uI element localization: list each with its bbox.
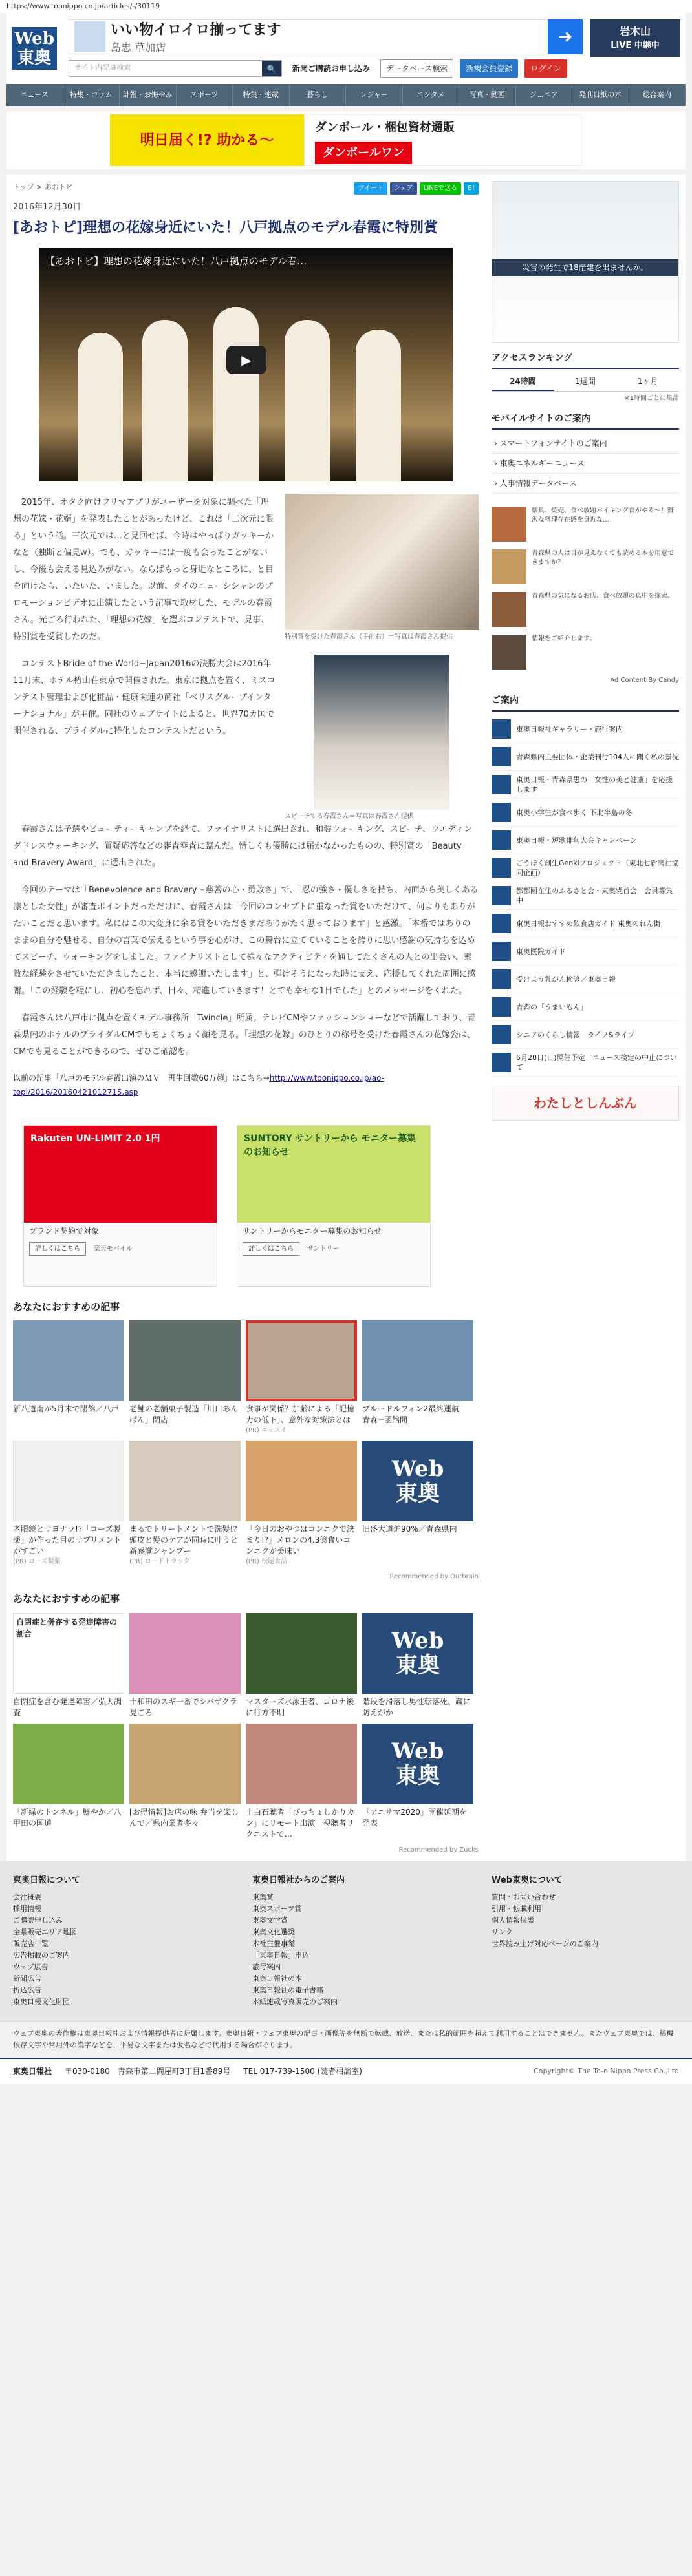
search-input[interactable]: サイト内記事検索 xyxy=(74,63,131,72)
ad-title: いい物イロイロ揃ってます xyxy=(111,21,281,37)
company-address: 〒030-0180 青森市第二問屋町3丁目1番89号 xyxy=(65,2067,231,2076)
recommend-card[interactable] xyxy=(362,1613,473,1718)
card-source: (PR) ニッスイ xyxy=(246,1427,287,1434)
article-paragraph: 春霞さんは予選やビューティーキャンプを経て、ファイナリストに選出され、和装ウォーキング、スピーチ、ウエディングドレスウォーキング、質疑応答などの審査審査に臨んだ。惜しくも優勝には届かなかったものの、特別賞の「Beauty and Bravery Award」に選出された。 xyxy=(13,824,473,868)
sponsored-text: 情報をご紹介します。 xyxy=(532,635,596,642)
related-link-text: 以前の記事「八戸のモデル春霞出演のＭＶ 再生回数60万超」はこちら→ xyxy=(13,1073,270,1082)
share-buttons xyxy=(354,182,479,195)
footer-heading: 東奥日報社からのご案内 xyxy=(252,1875,345,1885)
card-title: 「新緑のトンネル」鮮やか／八甲田の国道 xyxy=(13,1807,122,1828)
footer-link[interactable]: 広告掲載のご案内 xyxy=(13,1951,70,1959)
recommend-card[interactable] xyxy=(246,1441,357,1567)
photo-caption: スピーチする春霞さん＝写真は春霞さん提供 xyxy=(285,812,414,820)
nav-item[interactable]: 総合案内 xyxy=(629,84,686,106)
ad-card-button[interactable]: 詳しくはこちら xyxy=(29,1242,86,1256)
recommend-card[interactable] xyxy=(362,1320,473,1435)
footer-link[interactable]: 「東奥日報」申込 xyxy=(252,1951,309,1959)
guide-list xyxy=(492,715,679,1077)
article-date: 2016年12月30日 xyxy=(13,202,81,212)
site-logo-tile: Web 東奥 xyxy=(362,1613,473,1694)
top-ad-left: 明日届く!? 助かる〜 xyxy=(110,114,304,166)
recommend-card[interactable] xyxy=(362,1441,473,1567)
recommend-card[interactable] xyxy=(129,1441,241,1567)
search-icon[interactable]: 🔍 xyxy=(262,61,281,76)
guide-thumb-icon xyxy=(492,942,511,961)
recommend-grid xyxy=(13,1613,479,1840)
nav-item[interactable]: 計報・お悔やみ xyxy=(120,84,177,106)
ad-subtitle: 島忠 草加店 xyxy=(111,41,166,54)
mobile-link[interactable]: › 東奥エネルギーニュース xyxy=(492,454,679,474)
recommend-card[interactable] xyxy=(13,1441,124,1567)
sponsored-item[interactable] xyxy=(492,545,679,588)
login-button[interactable]: ログイン xyxy=(524,59,567,78)
nav-item[interactable]: 特集・コラム xyxy=(63,84,120,106)
footer-link[interactable]: 東奥文化選奨 xyxy=(252,1928,295,1936)
guide-item-label: 東奥日報おすすめ飲食店ガイド 東奥のれん街 xyxy=(516,919,661,928)
guide-thumb-icon xyxy=(492,830,511,850)
footer-link[interactable]: 販売店一覧 xyxy=(13,1939,49,1948)
site-logo-tile: Web 東奥 xyxy=(362,1441,473,1521)
recommend-heading: あなたにおすすめの記事 xyxy=(13,1300,120,1313)
guide-item-label: 6月28日(日)開催予定 ニュース検定の中止について xyxy=(516,1053,677,1072)
copyright-notice: ウェブ東奥の著作権は東奥日報社および情報提供者に帰属します。東奥日報・ウェブ東奥の記事・画像等を無断で転載、放送、または私的範囲を超えて利用することはできません。またウェブ東奥では、稀機依存文字や常用外の漢字などを、平易な文字または仮名などで代用する場合があります。 xyxy=(0,2021,692,2058)
recommend-heading: あなたにおすすめの記事 xyxy=(13,1593,120,1605)
nav-item[interactable]: レジャー xyxy=(346,84,403,106)
site-header xyxy=(6,13,686,84)
footer-heading: 東奥日報について xyxy=(13,1875,80,1885)
footer-bar xyxy=(0,2058,692,2084)
sponsored-item[interactable] xyxy=(492,588,679,631)
site-logo[interactable]: Web 東奥 xyxy=(12,27,57,70)
nav-item[interactable]: 写真・動画 xyxy=(459,84,516,106)
live-label: LIVE 中継中 xyxy=(611,41,660,51)
recommend-credit[interactable]: Recommended by Zucks xyxy=(398,1846,479,1853)
card-title: マスターズ水泳王者、コロナ後に行方不明 xyxy=(246,1696,354,1717)
guide-thumb-icon xyxy=(492,914,511,933)
footer-link[interactable]: 世界読み上げ対応ページのご案内 xyxy=(492,1939,598,1948)
ad-card[interactable] xyxy=(237,1125,431,1287)
tab-1week[interactable]: 1週間 xyxy=(575,377,596,386)
card-title: 「今日のおやつはコンニクで決まり!?」メロンの4.3億食いコンニクが美味い xyxy=(246,1525,355,1556)
footer-link[interactable]: 東奥スポーツ賞 xyxy=(252,1905,302,1913)
line-share-button[interactable]: LINEで送る xyxy=(420,182,461,195)
guide-thumb-icon xyxy=(492,858,511,878)
article-paragraph: コンテストBride of the World−Japan2016の決勝大会は2016年11月末、ホテル椿山荘東京で開催された。東京に拠点を置く、ミスコンテスト管理および化粧品・健康関連の商社「ベリスグループインターナショナル」が主催。同社のウェブサイトによると、世界70カ国で開催される、ブライダルに特化したコンテストだという。 xyxy=(13,659,276,736)
article-column xyxy=(13,181,479,1861)
guide-item-label: 東奥医院ガイド xyxy=(516,947,566,956)
guide-item-label: 東奥小学生が食べ歩く 下北半島の冬 xyxy=(516,808,633,817)
footer-link[interactable]: 東奥日報社の電子書籍 xyxy=(252,1986,323,1994)
card-title: 「アニサマ2020」開催延期を発表 xyxy=(362,1807,467,1828)
footer-link[interactable]: リンク xyxy=(492,1928,513,1936)
tweet-button[interactable]: ツイート xyxy=(354,182,387,195)
recommend-card[interactable] xyxy=(13,1320,124,1435)
site-logo-tile: Web 東奥 xyxy=(362,1724,473,1804)
database-button[interactable]: データベース検索 xyxy=(380,59,453,78)
footer-link[interactable]: 東奥文学賞 xyxy=(252,1916,288,1925)
footer-link[interactable]: 東奥日報文化財団 xyxy=(13,1998,70,2006)
guide-item[interactable] xyxy=(492,715,679,743)
subscribe-link[interactable]: 新聞ご購読お申し込み xyxy=(292,64,371,73)
footer-link[interactable]: ご購読申し込み xyxy=(13,1916,63,1925)
tab-24h[interactable]: 24時間 xyxy=(492,373,554,391)
nav-item[interactable]: 特集・連載 xyxy=(233,84,290,106)
ranking-note: ※1時間ごとに集計 xyxy=(624,395,679,402)
related-link-url[interactable]: http://www.toonippo.co.jp/ao-topi/2016/20160421012715.asp xyxy=(13,1073,384,1097)
live-banner[interactable] xyxy=(590,19,680,57)
guide-thumb-icon xyxy=(492,886,511,905)
article-paragraph: 春霞さんは八戸市に拠点を置くモデル事務所「Twincle」所属。テレビCMやファッションショーなどで活躍しており、青森県内のホテルのブライダルCMでもちょくちょく顔を見る。「理想の花嫁」のひとりの称号を受けた春霞さんの花嫁姿は、CMでも見ることができるので、ぜひご確認を。 xyxy=(13,1013,476,1057)
footer-link[interactable]: 個人情報保護 xyxy=(492,1916,534,1925)
video-player[interactable] xyxy=(39,248,453,481)
ad-card-image: SUNTORY サントリーから モニター募集のお知らせ xyxy=(237,1126,430,1223)
footer-link[interactable]: 新聞広告 xyxy=(13,1974,41,1983)
guide-item[interactable] xyxy=(492,966,679,993)
recommend-card[interactable] xyxy=(129,1613,241,1718)
sponsored-text: 青森県の人は目が見えなくても読める本を用意できますか？ xyxy=(532,550,674,566)
newspaper-banner-text: わたしとしんぶん xyxy=(534,1095,637,1111)
guide-item[interactable] xyxy=(492,854,679,882)
photo-caption: 特別賞を受けた春霞さん（手前右）＝写真は春霞さん提供 xyxy=(285,633,453,640)
guide-item[interactable] xyxy=(492,938,679,966)
header-ad[interactable] xyxy=(69,19,583,54)
footer-link[interactable]: 折込広告 xyxy=(13,1986,41,1994)
url-text: https://www.toonippo.co.jp/articles/-/30119 xyxy=(6,2,160,10)
mobile-link-label: 東奥エネルギーニュース xyxy=(499,459,585,468)
ad-card-source: サントリー xyxy=(307,1245,340,1252)
recommend-card[interactable] xyxy=(129,1724,241,1840)
top-ad-brand: ダンボールワン xyxy=(315,142,412,164)
mobile-link[interactable]: › 人事情報データベース xyxy=(492,474,679,494)
company-name: 東奥日報社 xyxy=(13,2067,52,2076)
nav-item[interactable]: 暮らし xyxy=(290,84,347,106)
nav-item[interactable]: 発刊日紙の本 xyxy=(572,84,629,106)
ad-credit[interactable]: Ad Content By Candy xyxy=(610,677,679,684)
recommend-card[interactable] xyxy=(246,1724,357,1840)
recommend-card[interactable] xyxy=(13,1724,124,1840)
breadcrumb[interactable]: トップ > あおトピ xyxy=(13,183,73,191)
guide-thumb-icon xyxy=(492,997,511,1017)
play-icon[interactable]: ▶ xyxy=(226,346,266,374)
article-paragraph: 2015年、オタク向けフリマアプリがユーザーを対象に調べた「理想の花嫁・花婿」を発表したことがあったけど、これは「二次元に限る」という話。三次元では…と見回せば、今時はやっぱりガッキーかなと（独断と偏見w）。でも、ガッキーには一度も会ったことがないし、今後も会える見込みがない。ならばもっと身近なところに、と目を向けたら、いたいた、いました。以前、タイのニューシシャンのプロモーションビデオに出演したという記事で取材した、モデルの春霞さん。光ごろ行われた、「理想の花嫁」を選ぶコンテストで、見事、特別賞を受賞したのだ。 xyxy=(13,497,274,642)
recommend-credit[interactable]: Recommended by Outbrain xyxy=(389,1573,479,1580)
top-ad-right xyxy=(304,114,582,166)
register-button[interactable]: 新規会員登録 xyxy=(460,59,518,78)
card-image-text: 自閉症と併存する発達障害の割合 xyxy=(13,1613,124,1694)
footer-heading: Web東奥について xyxy=(492,1875,563,1885)
guide-item-label: 青森県内主要団体・企業刊行104人に聞く私の景況 xyxy=(516,752,679,761)
article-paragraph: 今回のテーマは「Benevolence and Bravery〜慈善の心・勇敢さ」で、「忍の強さ・優しさを持ち、内面から美しくある凛とした女性」が審査ポイントだっただけに、春霞さんは「今回のコンセプトに重なった賞をいただけて、何よりもありがたいことだと思います。私にはこの大変身に余る賞をいただきまだありがたく思っております」と感激。「本番ではありのままの自分を魅せる、自分の言葉で伝えるという事を心がけ、この舞台に立てていることを誇りに思い感謝の気持ちを込めてスピーチ、ウォーキングをしました。ファイナリストとして様々なアクティビティを通してたくさんの人との出会い、素敵な経験をさせていただきましたこと、本当に感謝いたします」と、弾けそうになった時に支え、応援してくれた周囲に感謝。「この経験を糧にし、初心を忘れず、日々、精進していきます！とても幸せな1日でした」とのメッセージをくれた。 xyxy=(13,885,479,996)
guide-thumb-icon xyxy=(492,747,511,766)
search-box[interactable] xyxy=(69,60,282,77)
top-ad-title: ダンボール・梱包資材通販 xyxy=(315,121,455,134)
recommend-card[interactable] xyxy=(129,1320,241,1435)
nav-item[interactable]: エンタメ xyxy=(403,84,460,106)
footer-link[interactable]: 質問・お問い合わせ xyxy=(492,1893,556,1901)
main-nav xyxy=(6,84,686,106)
ad-card-source: 楽天モバイル xyxy=(93,1245,133,1252)
guide-item[interactable] xyxy=(492,993,679,1021)
card-source: (PR) ローズ製薬 xyxy=(13,1558,61,1565)
card-title: 十和田のスギ一番でシバザクラ見ごろ xyxy=(129,1696,237,1717)
guide-thumb-icon xyxy=(492,775,511,794)
mobile-link[interactable]: › スマートフォンサイトのご案内 xyxy=(492,434,679,454)
guide-item[interactable] xyxy=(492,882,679,910)
card-title: まるでトリートメントで洗髪!?頭皮と髪のケアが同時に叶うと新感覚シャンプー xyxy=(129,1525,239,1556)
ranking-heading: アクセスランキング xyxy=(492,352,679,369)
recommend-grid xyxy=(13,1320,479,1567)
tab-1month[interactable]: 1ヶ月 xyxy=(637,377,658,386)
hatena-button[interactable]: B! xyxy=(464,182,479,195)
guide-thumb-icon xyxy=(492,1053,511,1072)
card-title: 旧盛大道炉90%／青森県内 xyxy=(362,1525,457,1534)
article-photo[interactable] xyxy=(314,655,449,810)
top-ad[interactable] xyxy=(6,111,686,169)
footer-link[interactable]: 会社概要 xyxy=(13,1893,41,1901)
ad-image xyxy=(74,21,105,52)
article-photo[interactable] xyxy=(285,494,479,630)
guide-item[interactable] xyxy=(492,799,679,827)
guide-thumb-icon xyxy=(492,1025,511,1044)
guide-item-label: 青森の「うまいもん」 xyxy=(516,1002,587,1011)
card-title: 老舗の老舗菓子製造「川口あんぱん」閉店 xyxy=(129,1404,239,1424)
site-footer xyxy=(0,1861,692,2022)
sponsored-list xyxy=(492,503,679,685)
video-title: 【あおトピ】理想の花嫁身近にいた！八戸拠点のモデル春… xyxy=(45,255,307,267)
sponsored-text: 懐具、焼売、食べ放題バイキング食がやる〜！贅沢な料理存在感を身近な… xyxy=(532,507,674,523)
footer-link[interactable]: 引用・転載利用 xyxy=(492,1905,541,1913)
card-title: 自閉症を含む発達障害／弘大調査 xyxy=(13,1696,122,1717)
guide-item[interactable] xyxy=(492,827,679,854)
footer-link[interactable]: 採用情報 xyxy=(13,1905,41,1913)
mobile-link-label: スマートフォンサイトのご案内 xyxy=(499,439,607,448)
mobile-heading: モバイルサイトのご案内 xyxy=(492,412,679,430)
newspaper-banner[interactable] xyxy=(492,1086,679,1121)
card-title: ブルードルフィン2最終運航 青森−函館間 xyxy=(362,1404,468,1424)
card-title: 土白石聴者「びっちょしかりカン」にリモート出演 視聴者リクエストで… xyxy=(246,1807,355,1839)
footer-link[interactable]: 本紙連載写真販売のご案内 xyxy=(252,1998,338,2006)
footer-link[interactable]: 旅行案内 xyxy=(252,1963,281,1971)
card-title: 食事が関係？加齢による「記憶力の低下」、意外な対策法とは xyxy=(246,1404,355,1424)
ad-card-title: ブランド契約で対象 xyxy=(29,1226,100,1236)
ad-card-image: Rakuten UN-LIMIT 2.0 1円 xyxy=(24,1126,217,1223)
live-place: 岩木山 xyxy=(619,25,651,38)
sidebar-ad[interactable] xyxy=(492,181,679,343)
ad-card-button[interactable]: 詳しくはこちら xyxy=(243,1242,299,1256)
guide-thumb-icon xyxy=(492,969,511,989)
sidebar-ad-title: 災害の発生で18階建を出ませんか。 xyxy=(492,259,678,276)
card-title: 新八道南が5月末で閉館／八戸 xyxy=(13,1404,119,1413)
guide-item[interactable] xyxy=(492,1049,679,1077)
card-source: (PR) 松尾食品 xyxy=(246,1558,287,1565)
card-source: (PR) ロードトラック xyxy=(129,1558,190,1565)
related-link[interactable] xyxy=(13,1071,479,1099)
recommend-card[interactable] xyxy=(362,1724,473,1840)
guide-item-label: 都都園在住のふるさと会・東奥党首会 会員募集中 xyxy=(516,887,673,905)
company-tel: TEL 017-739-1500 (読者相談室) xyxy=(243,2067,362,2076)
guide-thumb-icon xyxy=(492,719,511,739)
card-title: 老眼鏡とサヨナラ!?「ローズ製薬」が作った目のサプリメントがすごい xyxy=(13,1525,122,1556)
sponsored-item[interactable] xyxy=(492,503,679,545)
sidebar xyxy=(492,181,679,1861)
nav-item[interactable]: ニュース xyxy=(6,84,63,106)
ad-card-title: サントリーからモニター募集のお知らせ xyxy=(243,1226,382,1236)
guide-item-label: ごうほく創生Genkiプロジェクト（東北七新聞社協同企画） xyxy=(516,859,679,877)
ad-card[interactable] xyxy=(23,1125,217,1287)
guide-item[interactable] xyxy=(492,1021,679,1049)
recommend-card[interactable] xyxy=(13,1613,124,1718)
footer-link[interactable]: 本社主催事業 xyxy=(252,1939,295,1948)
nav-item[interactable]: スポーツ xyxy=(177,84,233,106)
card-title: 階段を滑落し男性転落死、蔵に防えがか xyxy=(362,1696,471,1717)
article-title: [あおトピ]理想の花嫁身近にいた！八戸拠点のモデル春霞に特別賞 xyxy=(13,219,438,236)
footer-link[interactable]: 東奥賞 xyxy=(252,1893,274,1901)
sponsored-text: 青森県の気になるお店、食べ放題の真中を探索。 xyxy=(532,593,674,600)
guide-thumb-icon xyxy=(492,803,511,822)
footer-link[interactable]: 東奥日報社の本 xyxy=(252,1974,302,1983)
recommend-card[interactable] xyxy=(246,1613,357,1718)
copyright: Copyright© The To-o Nippo Press Co.,Ltd xyxy=(534,2066,679,2075)
guide-item-label: 東奥日報・短歌俳句大会キャンペーン xyxy=(516,836,637,845)
guide-item[interactable] xyxy=(492,910,679,938)
recommend-card[interactable] xyxy=(246,1320,357,1435)
guide-item-label: 受けよう乳がん検診／東奥日報 xyxy=(516,975,616,984)
guide-item-label: 東奥日報・青森県患の「女性の美と健康」を応援します xyxy=(516,776,673,794)
card-title: [お得情報]お店の味 弁当を楽しんで／県内業者多々 xyxy=(129,1807,239,1828)
footer-link[interactable]: 全県販売エリア地図 xyxy=(13,1928,77,1936)
guide-item-label: 東奥日報社ギャラリー・旅行案内 xyxy=(516,724,623,734)
guide-item[interactable] xyxy=(492,771,679,799)
guide-item-label: シニアのくらし情報 ライフ&ライブ xyxy=(516,1030,635,1039)
sponsored-item[interactable] xyxy=(492,631,679,673)
facebook-share-button[interactable]: シェア xyxy=(390,182,417,195)
url-bar[interactable] xyxy=(0,0,692,13)
footer-link[interactable]: ウェブ広告 xyxy=(13,1963,49,1971)
nav-item[interactable]: ジュニア xyxy=(516,84,573,106)
directions-icon[interactable]: ➜ xyxy=(548,19,583,54)
mobile-link-label: 人事情報データベース xyxy=(499,479,578,488)
guide-item[interactable] xyxy=(492,743,679,771)
guide-heading: ご案内 xyxy=(492,694,679,712)
